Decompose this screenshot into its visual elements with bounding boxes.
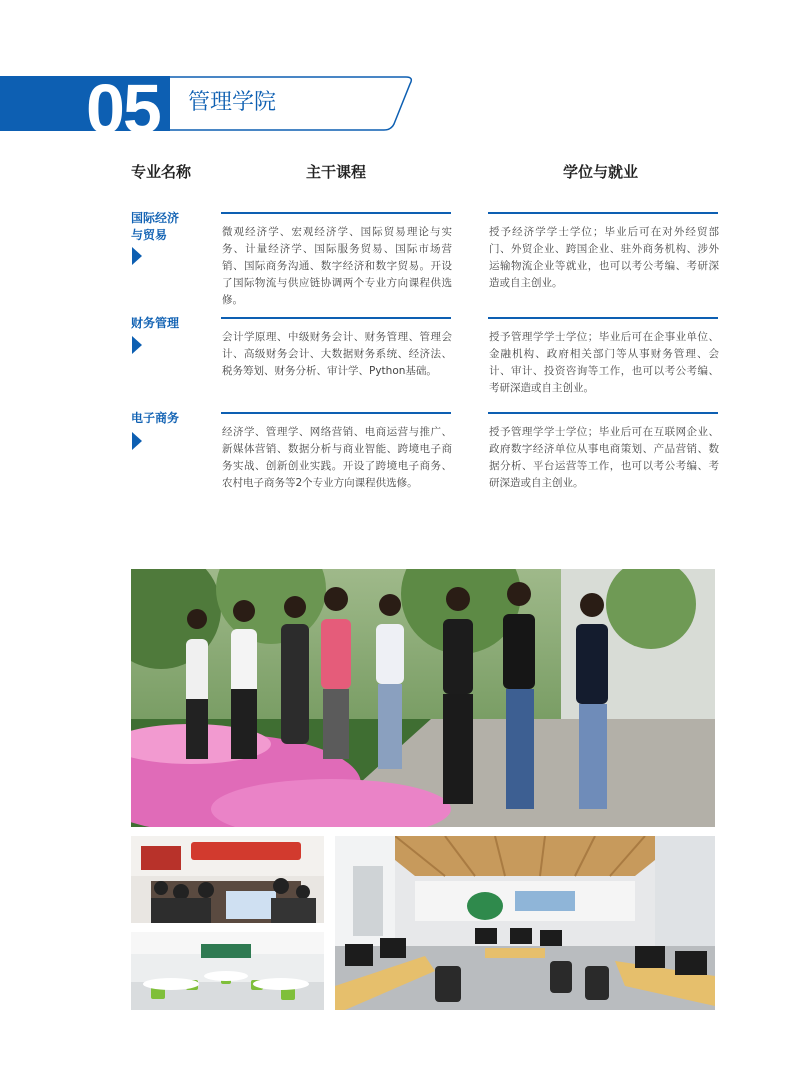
column-header-degree: 学位与就业 [563,163,639,181]
course-rule [221,317,451,319]
course-text: 微观经济学、宏观经济学、国际贸易理论与实务、计量经济学、国际服务贸易、国际市场营销、国际商务沟通、数字经济和数字贸易。开设了国际物流与供应链协调两个专业方向课程供选修。 [222,226,452,306]
course-text: 经济学、管理学、网络营销、电商运营与推广、新媒体营销、数据分析与商业智能、跨境电子商务实战、创新创业实践。开设了跨境电子商务、农村电子商务等2个专业方向课程供选修。 [222,426,452,489]
triangle-marker-icon [132,336,142,354]
students-walking-photo [131,569,715,827]
degree-text: 授予管理学学士学位；毕业后可在互联网企业、政府数字经济单位从事电商策划、产品营销、数据分析、平台运营等工作，也可以考公考编、考研深造或自主创业。 [489,426,719,489]
classroom-photo [131,836,324,923]
degree-rule [488,212,718,214]
section-title: 管理学院 [188,90,277,115]
triangle-marker-icon [132,247,142,265]
computer-lab-photo [131,932,324,1010]
degree-rule [488,412,718,414]
large-computer-lab-photo [335,836,715,1010]
column-header-courses: 主干课程 [306,163,367,181]
major-name: 国际经济 与贸易 [131,211,180,242]
degree-rule [488,317,718,319]
triangle-marker-icon [132,432,142,450]
major-name: 电子商务 [131,411,180,425]
course-text: 会计学原理、中级财务会计、财务管理、管理会计、高级财务会计、大数据财务系统、经济法、税务筹划、财务分析、审计学、Python基础。 [222,331,452,377]
major-name: 财务管理 [131,316,180,330]
course-rule [221,412,451,414]
degree-text: 授予经济学学士学位；毕业后可在对外经贸部门、外贸企业、跨国企业、驻外商务机构、涉外运输物流企业等就业，也可以考公考编、考研深造或自主创业。 [489,226,719,289]
section-number: 05 [86,70,160,148]
column-header-major: 专业名称 [131,163,192,181]
degree-text: 授予管理学学士学位；毕业后可在企事业单位、金融机构、政府相关部门等从事财务管理、会计、审计、投资咨询等工作，也可以考公考编、考研深造或自主创业。 [489,331,719,394]
course-rule [221,212,451,214]
